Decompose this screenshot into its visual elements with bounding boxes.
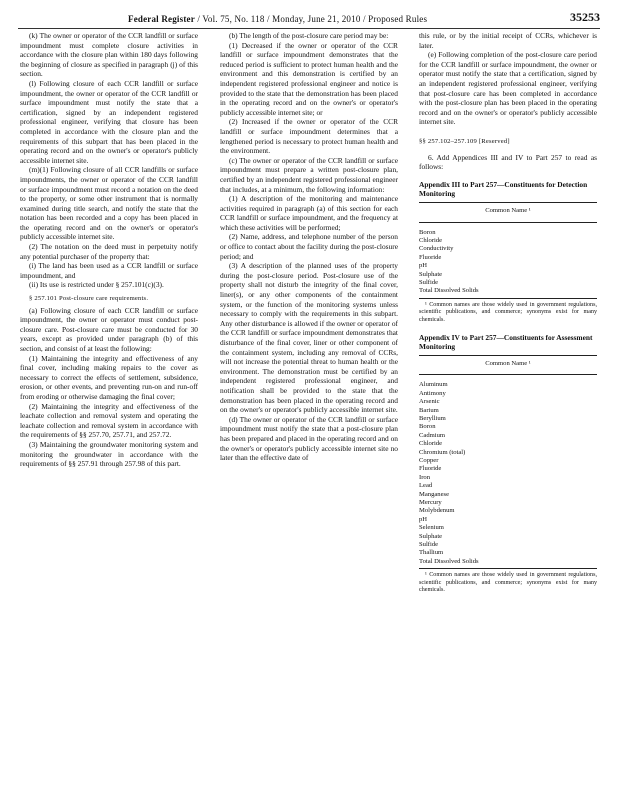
- constituent-name: Lead: [419, 482, 433, 490]
- appendix-iii-rows: [419, 222, 597, 298]
- table-row: [419, 222, 597, 237]
- table-row: [419, 375, 597, 390]
- constituent-name: Boron: [419, 423, 436, 431]
- paragraph: (1) A description of the monitoring and maintenance activities required in paragraph (a) of this section for each CCR landfill or surface impoundment, and the frequency at which these activities will be performed;: [220, 194, 398, 232]
- paragraph: (3) A description of the planned uses of the property during the post-closure period. Post-closure use of the property shall not disturb the integrity of the final cover, liner(s), or any other components of the containment system, or the function of the monitoring systems unless necessary to comply with the requirements in this subpart. Any other disturbance is allowed if the owner or operator of the CCR landfill or surface impoundment demonstrates that disturbance of the final cover, liner or other component of the containment system, including any removal of CCRs, will not increase the potential threat to human health or the environment. The demonstration must be certified by an independent registered professional engineer, and notification shall be provided to the state that the demonstration has been placed in the operating record and on the owner's or operator's publicly accessible internet site.: [220, 261, 398, 415]
- constituent-name: Iron: [419, 473, 430, 481]
- paragraph: (i) The land has been used as a CCR landfill or surface impoundment, and: [20, 261, 198, 280]
- table-header: Common Name ¹: [419, 202, 597, 222]
- table-row: [419, 499, 597, 507]
- table-header: Common Name ¹: [419, 355, 597, 375]
- paragraph: (e) Following completion of the post-closure care period for the CCR landfill or surface impoundment, the owner or operator must notify the state that a certification, signed by an independent registered professional engineer, verifying that post-closure care has been completed in accordance with the post-closure plan has been placed in the operating record and on the owner's or operator's publicly accessible internet site.: [419, 50, 597, 127]
- table-row: [419, 457, 597, 465]
- table-row: [419, 549, 597, 557]
- paragraph: this rule, or by the initial receipt of CCRs, whichever is later.: [419, 31, 597, 50]
- table-row: [419, 287, 597, 298]
- paragraph: (b) The length of the post-closure care period may be:: [229, 31, 389, 40]
- constituent-name: Boron: [419, 228, 436, 236]
- table-row: [419, 245, 597, 253]
- footnote: ¹ Common names are those widely used in government regulations, scientific publications, and commerce; synonyms exist for many chemicals.: [419, 301, 597, 323]
- constituent-name: Aluminum: [419, 381, 448, 389]
- constituent-name: Manganese: [419, 490, 450, 498]
- footnote: ¹ Common names are those widely used in government regulations, scientific publications, and commerce; synonyms exist for many chemicals.: [419, 572, 597, 594]
- table-row: [419, 482, 597, 490]
- constituent-name: Sulphate: [419, 270, 443, 278]
- constituent-name: Molybdenum: [419, 507, 455, 515]
- table-row: [419, 491, 597, 499]
- constituent-name: Antimony: [419, 389, 446, 397]
- journal-name: Federal Register: [128, 14, 195, 24]
- table-row: [419, 398, 597, 406]
- appendix-iii-table: [419, 202, 597, 299]
- paragraph: (1) Decreased if the owner or operator of the CCR landfill or surface impoundment demonstrates that the reduced period is sufficient to protect human health and the environment and this demonstration is certified by an independent registered professional engineer and notice is provided to the state that the demonstration has been placed in the operating record and on the owner's or operator's publicly accessible internet site; or: [220, 40, 398, 117]
- appendix-iv-table: [419, 355, 597, 570]
- paragraph: (3) Maintaining the groundwater monitoring system and monitoring the groundwater in accordance with the requirements of §§ 257.91 through 257.98 of this part.: [20, 439, 198, 469]
- constituent-name: Total Dissolved Solids: [419, 287, 597, 298]
- paragraph: (l) Following closure of each CCR landfill or surface impoundment, the owner or operator of the CCR landfill or surface impoundment must notify the state that a certification, signed by an independent registered professional engineer, verifying that closure has been completed in accordance with the closure plan and the requirements of this subpart that has been placed in the operating record and on the owner's or operator's publicly accessible internet site.: [20, 78, 198, 165]
- column-2: [220, 31, 398, 790]
- issue-info: / Vol. 75, No. 118 / Monday, June 21, 2010 / Proposed Rules: [197, 14, 428, 24]
- table-row: [419, 423, 597, 431]
- section-heading-reserved: §§ 257.102–257.109 [Reserved]: [419, 137, 510, 145]
- constituent-name: Arsenic: [419, 398, 440, 406]
- table-row: [419, 432, 597, 440]
- table-row: [419, 407, 597, 415]
- constituent-name: Beryllium: [419, 414, 446, 422]
- constituent-name: Chloride: [419, 236, 443, 244]
- table-row: [419, 237, 597, 245]
- paragraph: (1) Maintaining the integrity and effectiveness of any final cover, including making repairs to the cover as necessary to correct the effects of settlement, subsidence, erosion, or other events, and preventing run-on and run-off from eroding or otherwise damaging the final cover;: [20, 353, 198, 401]
- paragraph: (ii) Its use is restricted under § 257.101(c)(3).: [29, 280, 164, 290]
- page-number: 35253: [570, 10, 600, 24]
- constituent-name: Barium: [419, 406, 439, 414]
- constituent-name: Mercury: [419, 499, 442, 506]
- paragraph: (k) The owner or operator of the CCR landfill or surface impoundment must complete closure activities in accordance with the closure plan within 180 days following the beginning of closure as specified in paragraph (j) of this section.: [20, 31, 198, 79]
- constituent-name: Fluoride: [419, 253, 442, 261]
- paragraph: (2) The notation on the deed must in perpetuity notify any potential purchaser of the property that:: [20, 242, 198, 261]
- table-row: [419, 415, 597, 423]
- appendix-iv-title: Appendix IV to Part 257—Constituents for Assessment Monitoring: [419, 332, 593, 352]
- table-row: [419, 440, 597, 448]
- constituent-name: Copper: [419, 456, 439, 464]
- table-row: [419, 279, 597, 287]
- constituent-name: pH: [419, 515, 428, 523]
- constituent-name: Chloride: [419, 440, 443, 448]
- paragraph: (m)(1) Following closure of all CCR landfills or surface impoundments, the owner or operator of the CCR landfill or surface impoundment must record a notation on the deed to the property, or some other instrument that is normally examined during title search, and notify the state that the notation has been recorded and a copy has been placed in the operating record and on the owner's or operator's publicly accessible internet site.: [20, 165, 198, 242]
- table-row: [419, 254, 597, 262]
- table-row: [419, 516, 597, 524]
- table-row: [419, 390, 597, 398]
- constituent-name: Thallium: [419, 549, 444, 557]
- column-1: [20, 31, 198, 790]
- table-row: [419, 474, 597, 482]
- constituent-name: pH: [419, 262, 428, 270]
- paragraph: (d) The owner or operator of the CCR landfill or surface impoundment must notify the state that a post-closure plan has been prepared and placed in the operating record and on the owner's or operator's publicly accessible internet site no later than the effective date of: [220, 414, 398, 463]
- appendix-iii-title: Appendix III to Part 257—Constituents for Detection Monitoring: [419, 179, 588, 199]
- column-3: [419, 31, 597, 790]
- table-row: [419, 533, 597, 541]
- page-header: [18, 6, 600, 29]
- constituent-name: Selenium: [419, 524, 444, 532]
- constituent-name: Sulphate: [419, 532, 443, 540]
- paragraph: (2) Maintaining the integrity and effectiveness of the leachate collection and removal system and operating the leachate collection and removal system in accordance with the requirements of §§ 257.70, 257.71, and 257.72.: [20, 401, 198, 440]
- paragraph: (c) The owner or operator of the CCR landfill or surface impoundment must prepare a written post-closure plan, certified by an independent registered professional engineer that includes, at a minimum, the following information:: [220, 155, 398, 194]
- paragraph: (a) Following closure of each CCR landfill or surface impoundment, the owner or operator must conduct post-closure care. Post-closure care must be conducted for 30 years, except as provided under paragraph (b) of this section, and consist of at least the following:: [20, 305, 198, 353]
- constituent-name: Total Dissolved Solids: [419, 558, 597, 569]
- section-heading: § 257.101 Post-closure care requirements.: [29, 295, 149, 303]
- constituent-name: Cadmium: [419, 431, 446, 439]
- table-row: [419, 465, 597, 473]
- running-head: [128, 14, 427, 24]
- table-row: [419, 524, 597, 532]
- constituent-name: Sulfide: [419, 541, 439, 549]
- paragraph: (2) Increased if the owner or operator of the CCR landfill or surface impoundment determines that a lengthened period is necessary to protect human health and the environment.: [220, 117, 398, 156]
- appendix-iv-rows: [419, 375, 597, 569]
- paragraph: (2) Name, address, and telephone number of the person or office to contact about the facility during the post-closure period; and: [220, 232, 398, 261]
- table-row: [419, 449, 597, 457]
- constituent-name: Fluoride: [419, 465, 442, 473]
- table-row: [419, 558, 597, 569]
- table-row: [419, 507, 597, 515]
- table-row: [419, 262, 597, 270]
- constituent-name: Sulfide: [419, 278, 439, 286]
- constituent-name: Chromium (total): [419, 448, 466, 456]
- constituent-name: Conductivity: [419, 245, 454, 253]
- table-row: [419, 271, 597, 279]
- amendment-instruction: 6. Add Appendices III and IV to Part 257 to read as follows:: [419, 152, 597, 172]
- table-row: [419, 541, 597, 549]
